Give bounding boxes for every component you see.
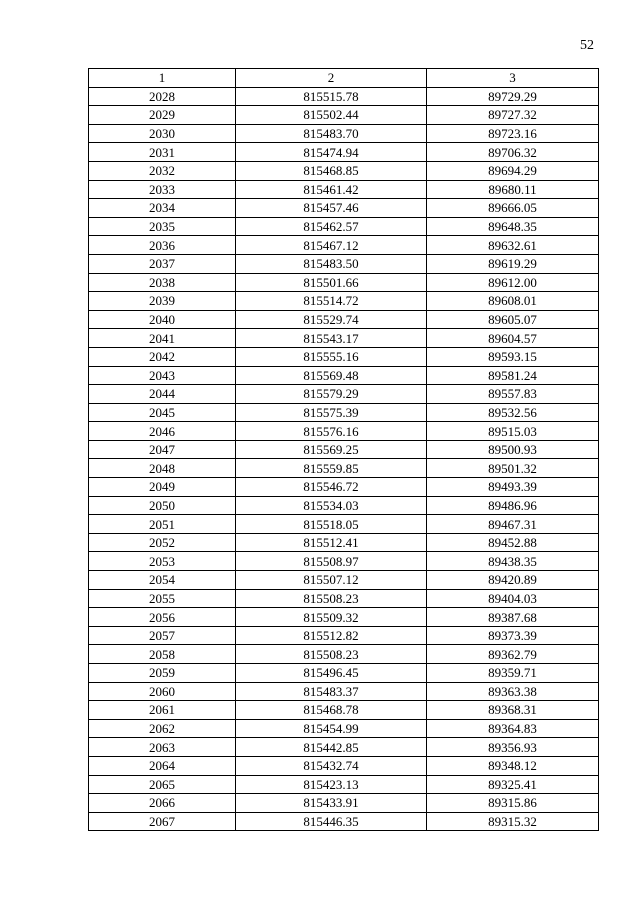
table-row — [89, 422, 599, 441]
point-number-cell: 2064 — [89, 756, 236, 775]
point-number-cell: 2048 — [89, 459, 236, 478]
table-row — [89, 143, 599, 162]
point-number-cell: 2050 — [89, 496, 236, 515]
page-number: 52 — [580, 38, 594, 53]
point-number-cell: 2034 — [89, 199, 236, 218]
point-number-cell: 2039 — [89, 292, 236, 311]
point-number-cell: 2049 — [89, 478, 236, 497]
table-row — [89, 533, 599, 552]
table-body — [89, 87, 599, 831]
y-coordinate-cell: 89348.12 — [427, 756, 599, 775]
point-number-cell: 2057 — [89, 626, 236, 645]
x-coordinate-cell: 815462.57 — [236, 217, 427, 236]
y-coordinate-cell: 89706.32 — [427, 143, 599, 162]
y-coordinate-cell: 89356.93 — [427, 738, 599, 757]
x-coordinate-cell: 815507.12 — [236, 571, 427, 590]
y-coordinate-cell: 89404.03 — [427, 589, 599, 608]
point-number-cell: 2059 — [89, 664, 236, 683]
point-number-cell: 2041 — [89, 329, 236, 348]
y-coordinate-cell: 89604.57 — [427, 329, 599, 348]
table-row — [89, 385, 599, 404]
x-coordinate-cell: 815468.78 — [236, 701, 427, 720]
x-coordinate-cell: 815546.72 — [236, 478, 427, 497]
x-coordinate-cell: 815461.42 — [236, 180, 427, 199]
y-coordinate-cell: 89368.31 — [427, 701, 599, 720]
y-coordinate-cell: 89364.83 — [427, 719, 599, 738]
table-row — [89, 273, 599, 292]
y-coordinate-cell: 89619.29 — [427, 254, 599, 273]
table-row — [89, 106, 599, 125]
point-number-cell: 2060 — [89, 682, 236, 701]
table-header — [89, 69, 599, 88]
y-coordinate-cell: 89325.41 — [427, 775, 599, 794]
point-number-cell: 2038 — [89, 273, 236, 292]
table-row — [89, 199, 599, 218]
x-coordinate-cell: 815457.46 — [236, 199, 427, 218]
point-number-cell: 2062 — [89, 719, 236, 738]
table-row — [89, 403, 599, 422]
table-row — [89, 775, 599, 794]
table-row — [89, 459, 599, 478]
y-coordinate-cell: 89359.71 — [427, 664, 599, 683]
x-coordinate-cell: 815442.85 — [236, 738, 427, 757]
table-row — [89, 738, 599, 757]
y-coordinate-cell: 89515.03 — [427, 422, 599, 441]
y-coordinate-cell: 89608.01 — [427, 292, 599, 311]
x-coordinate-cell: 815559.85 — [236, 459, 427, 478]
point-number-cell: 2045 — [89, 403, 236, 422]
point-number-cell: 2054 — [89, 571, 236, 590]
y-coordinate-cell: 89727.32 — [427, 106, 599, 125]
table-row — [89, 701, 599, 720]
point-number-cell: 2031 — [89, 143, 236, 162]
table-row — [89, 329, 599, 348]
y-coordinate-cell: 89612.00 — [427, 273, 599, 292]
y-coordinate-cell: 89452.88 — [427, 533, 599, 552]
x-coordinate-cell: 815502.44 — [236, 106, 427, 125]
table-row — [89, 812, 599, 831]
x-coordinate-cell: 815496.45 — [236, 664, 427, 683]
y-coordinate-cell: 89557.83 — [427, 385, 599, 404]
x-coordinate-cell: 815576.16 — [236, 422, 427, 441]
x-coordinate-cell: 815515.78 — [236, 87, 427, 106]
table-row — [89, 236, 599, 255]
x-coordinate-cell: 815508.23 — [236, 589, 427, 608]
x-coordinate-cell: 815432.74 — [236, 756, 427, 775]
table-row — [89, 552, 599, 571]
point-number-cell: 2030 — [89, 124, 236, 143]
table-row — [89, 292, 599, 311]
table-row — [89, 626, 599, 645]
table-row — [89, 478, 599, 497]
point-number-cell: 2044 — [89, 385, 236, 404]
x-coordinate-cell: 815514.72 — [236, 292, 427, 311]
y-coordinate-cell: 89532.56 — [427, 403, 599, 422]
point-number-cell: 2032 — [89, 161, 236, 180]
x-coordinate-cell: 815534.03 — [236, 496, 427, 515]
point-number-cell: 2037 — [89, 254, 236, 273]
header-col-1: 1 — [89, 69, 236, 88]
header-col-3: 3 — [427, 69, 599, 88]
table-row — [89, 496, 599, 515]
table-row — [89, 124, 599, 143]
point-number-cell: 2028 — [89, 87, 236, 106]
y-coordinate-cell: 89438.35 — [427, 552, 599, 571]
x-coordinate-cell: 815483.70 — [236, 124, 427, 143]
point-number-cell: 2036 — [89, 236, 236, 255]
table-row — [89, 217, 599, 236]
x-coordinate-cell: 815483.37 — [236, 682, 427, 701]
y-coordinate-cell: 89593.15 — [427, 347, 599, 366]
point-number-cell: 2055 — [89, 589, 236, 608]
y-coordinate-cell: 89694.29 — [427, 161, 599, 180]
point-number-cell: 2063 — [89, 738, 236, 757]
point-number-cell: 2052 — [89, 533, 236, 552]
header-row — [89, 69, 599, 88]
point-number-cell: 2066 — [89, 794, 236, 813]
x-coordinate-cell: 815508.23 — [236, 645, 427, 664]
point-number-cell: 2040 — [89, 310, 236, 329]
x-coordinate-cell: 815474.94 — [236, 143, 427, 162]
x-coordinate-cell: 815467.12 — [236, 236, 427, 255]
table-row — [89, 719, 599, 738]
table-row — [89, 589, 599, 608]
x-coordinate-cell: 815454.99 — [236, 719, 427, 738]
y-coordinate-cell: 89500.93 — [427, 440, 599, 459]
x-coordinate-cell: 815575.39 — [236, 403, 427, 422]
y-coordinate-cell: 89632.61 — [427, 236, 599, 255]
point-number-cell: 2035 — [89, 217, 236, 236]
point-number-cell: 2046 — [89, 422, 236, 441]
y-coordinate-cell: 89493.39 — [427, 478, 599, 497]
point-number-cell: 2029 — [89, 106, 236, 125]
x-coordinate-cell: 815433.91 — [236, 794, 427, 813]
table-row — [89, 794, 599, 813]
x-coordinate-cell: 815468.85 — [236, 161, 427, 180]
point-number-cell: 2053 — [89, 552, 236, 571]
y-coordinate-cell: 89723.16 — [427, 124, 599, 143]
table-row — [89, 645, 599, 664]
x-coordinate-cell: 815512.41 — [236, 533, 427, 552]
x-coordinate-cell: 815569.25 — [236, 440, 427, 459]
y-coordinate-cell: 89315.32 — [427, 812, 599, 831]
x-coordinate-cell: 815509.32 — [236, 608, 427, 627]
x-coordinate-cell: 815569.48 — [236, 366, 427, 385]
y-coordinate-cell: 89729.29 — [427, 87, 599, 106]
point-number-cell: 2058 — [89, 645, 236, 664]
table-row — [89, 664, 599, 683]
table-row — [89, 440, 599, 459]
x-coordinate-cell: 815518.05 — [236, 515, 427, 534]
header-col-2: 2 — [236, 69, 427, 88]
y-coordinate-cell: 89648.35 — [427, 217, 599, 236]
table-row — [89, 682, 599, 701]
y-coordinate-cell: 89387.68 — [427, 608, 599, 627]
table-row — [89, 515, 599, 534]
table-row — [89, 161, 599, 180]
y-coordinate-cell: 89680.11 — [427, 180, 599, 199]
table-row — [89, 254, 599, 273]
point-number-cell: 2033 — [89, 180, 236, 199]
y-coordinate-cell: 89363.38 — [427, 682, 599, 701]
y-coordinate-cell: 89467.31 — [427, 515, 599, 534]
coordinates-table — [88, 68, 599, 831]
point-number-cell: 2067 — [89, 812, 236, 831]
table-row — [89, 347, 599, 366]
y-coordinate-cell: 89501.32 — [427, 459, 599, 478]
x-coordinate-cell: 815543.17 — [236, 329, 427, 348]
y-coordinate-cell: 89420.89 — [427, 571, 599, 590]
x-coordinate-cell: 815508.97 — [236, 552, 427, 571]
point-number-cell: 2056 — [89, 608, 236, 627]
table-row — [89, 180, 599, 199]
y-coordinate-cell: 89605.07 — [427, 310, 599, 329]
x-coordinate-cell: 815501.66 — [236, 273, 427, 292]
point-number-cell: 2047 — [89, 440, 236, 459]
y-coordinate-cell: 89666.05 — [427, 199, 599, 218]
table-row — [89, 608, 599, 627]
point-number-cell: 2043 — [89, 366, 236, 385]
x-coordinate-cell: 815446.35 — [236, 812, 427, 831]
x-coordinate-cell: 815423.13 — [236, 775, 427, 794]
x-coordinate-cell: 815483.50 — [236, 254, 427, 273]
point-number-cell: 2065 — [89, 775, 236, 794]
y-coordinate-cell: 89362.79 — [427, 645, 599, 664]
table-row — [89, 366, 599, 385]
x-coordinate-cell: 815555.16 — [236, 347, 427, 366]
table-row — [89, 571, 599, 590]
y-coordinate-cell: 89581.24 — [427, 366, 599, 385]
x-coordinate-cell: 815529.74 — [236, 310, 427, 329]
y-coordinate-cell: 89486.96 — [427, 496, 599, 515]
point-number-cell: 2051 — [89, 515, 236, 534]
y-coordinate-cell: 89373.39 — [427, 626, 599, 645]
point-number-cell: 2042 — [89, 347, 236, 366]
point-number-cell: 2061 — [89, 701, 236, 720]
table-row — [89, 310, 599, 329]
y-coordinate-cell: 89315.86 — [427, 794, 599, 813]
x-coordinate-cell: 815579.29 — [236, 385, 427, 404]
x-coordinate-cell: 815512.82 — [236, 626, 427, 645]
table-row — [89, 87, 599, 106]
table-row — [89, 756, 599, 775]
